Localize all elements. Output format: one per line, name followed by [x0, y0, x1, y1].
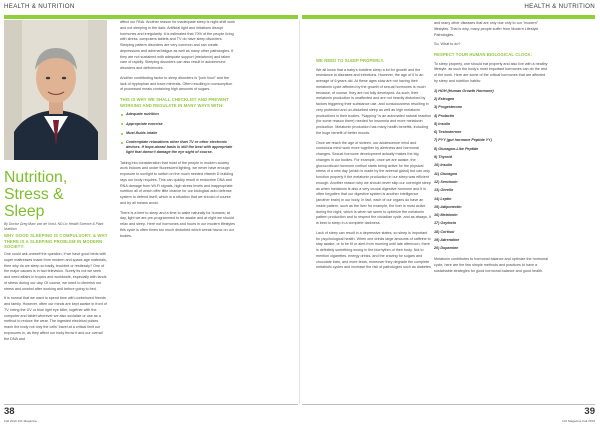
hormone-item: 8) Glucagon-Like Peptide — [434, 146, 479, 151]
portrait-illustration — [4, 20, 107, 160]
hormone-item: 11) Glucagon — [434, 171, 458, 176]
section-header-right: HEALTH & NUTRITION — [524, 3, 595, 10]
section-header-bar-right — [302, 15, 595, 19]
checklist-item: Must-fluids intake — [120, 131, 236, 136]
hormone-item: 14) Leptin — [434, 196, 452, 201]
checklist-item: Contemplate relaxations other than TV or other electronic devices. If hope-ahead basis is still the best with appropriate light that doesn't damage the eye sight of course. — [120, 140, 236, 156]
hormone-item: 3) Progesterone — [434, 105, 463, 110]
issue-label-right: 101 Magazine Fall 2019 — [561, 419, 595, 423]
article-title: Nutrition, Stress & Sleep — [4, 169, 68, 220]
body-paragraph: One could ask oneself the question, if we have good beds with super mattresses made from modern and space-age materials, then why do we sleep so badly, troubled or restlessly? One of the major causes is in fact television. Surely its not we seek and need affairs in tropics and worldwide, especially with lands of stress during our day. Of course, we need to diminish our stress and unwind after working and before going to bed. — [4, 252, 107, 291]
why-sleep-heading: WHY GOOD SLEEPING IS COMPULSORY, & WHY THERE IS A SLEEPING PROBLEM IN MODERN SOCIETY: — [4, 233, 108, 250]
body-paragraph: Another contributing factor to sleep disorders is "junk food" and the lack of tryptophan and trace minerals. Often resulting in consumption of processed meals containing high amounts of sugars. — [120, 75, 233, 92]
body-paragraph: Lack of sleep can result in a depressive states, so sleep is important for psychological health. When one drinks large amounts of caffeine to stay awake, or to be fit or alert from morning until late afternoon, there is definitely something wrong in the biorhythm of their body. Not to mention cigarettes, energy drinks, and the craving for sugars and chocolate bars, and more tears, moreover they degrade the complete metabolic cycles and increase the risk of pathologies such as diabetes — [316, 230, 431, 270]
article-column-3 — [316, 58, 432, 275]
section-header-bar-left — [4, 15, 298, 19]
checklist-item: Adequate nutrition — [120, 112, 236, 117]
hormone-item: 6) Testosterone — [434, 130, 462, 135]
body-paragraph: So, What to do? — [434, 42, 461, 47]
footer-rule-left — [4, 404, 298, 405]
hormone-item: 17) Oxytocin — [434, 221, 457, 226]
author-portrait — [4, 20, 107, 160]
body-paragraph: We all know that a baby's toddlers sleep a lot for growth and the resistance to diseases and infections. However, the age of 0 to an average of 6 years old. At these ages slow are not having their melatonin cycle affected by the growth of sexual hormones is much because, of course, they are not fully developed. As such, their melatonin production is unaffected and are not heavily disturbed by factors triggering their substance use, and consciousness resulting in very protected and un-disturbed sleep as well as high melatonin productions in their bodies. "Napping" is an automated natural reaction (for some reason there) needed for insomnia and more melatonin production. Melatonin production has many health benefits, including the huge benefit of better moods. — [316, 67, 432, 135]
article-column-4 — [434, 21, 550, 279]
page-number-left: 38 — [4, 406, 15, 417]
respect-clock-heading: RESPECT YOUR HUMAN BIOLOGICAL CLOCK: — [434, 52, 533, 57]
hormone-item: 13) Ghrelin — [434, 188, 454, 193]
body-paragraph: It is normal that we want to spend time with ourbeloved friends and family. However, often our minds are kept awake in front of TV, being the UV or blue light eye killer, together with the computer and tablet wherever we also socialize or use as a method to reduce the wear. The ingested electrical pulses reach the body not only the cells' travel at a critical limit our exposures in, as they affect our body throw it and our overall the DNA and — [4, 296, 107, 341]
article-column-1 — [4, 252, 108, 346]
hormone-item: 15) Adiponectin — [434, 204, 462, 209]
hormone-item: 12) Serotonin — [434, 179, 458, 184]
hormone-item: 16) Melatonin — [434, 213, 458, 218]
right-page — [300, 0, 600, 424]
page-number-right: 39 — [584, 406, 595, 417]
body-paragraph: Once we reach the age of sixteen, our adolescence mind and conscious mind work more together by alertness and hormonal changes. Sexual hormone development actually makes the big changes in our bodies. For example, once we are awake, the glucocorticoid hormone cortisol starts being active for the physical stress of a new day (which is made by the adrenal gland) but can only function properly if the melatonin production in our sleep was efficient enough. Another reason why we should never skip our overnight sleep as when melatonin is also a very crucial digestive hormone and it is often forgotten that our digestive system is another intelligence (another brain) in our body. In fact, each of our organs do have an inside pattern, such as the liver for example, the liver is most active during the night, which is when we seem to optimize the melatonin pattern production and to respect the circadian cycle, and as always, it is best to sleep in a complete darkness. — [316, 140, 431, 226]
body-paragraph: To sleep properly, one should eat properly and also live with a healthy lifestyle, as such the body's most important hormones can do the rest of the work. Here are some of the critical hormones that are affected by sleep and nutrition habits: — [434, 61, 548, 83]
need-sleep-heading: WE NEED TO SLEEP PROPERLY. — [316, 58, 385, 63]
body-paragraph: There is a time to sleep and a time to wake naturally for humans; at day, light we are pre-programmed to be awake and at night we should relax and sleep. Here not hormones and hours in our modern lifestyles this cycle is often times too much disturbed which wreak havoc on our bodies. — [120, 210, 235, 238]
body-paragraph: Melatonin contributes to hormonal balance and optimize the hormonal cycle, here are the few simple methods and practices to have a sustainable strategies for good hormonal balance and good health. — [434, 257, 548, 273]
hormone-item: 5) Insulin — [434, 121, 451, 126]
hormone-item: 4) Prolactin — [434, 113, 455, 118]
article-column-2 — [120, 20, 236, 243]
article-byline: By Doctor Greg Marc van de Vorst, ND Lic Health Science & Plant Nutrition — [4, 222, 104, 231]
hormone-item: 19) Adrenaline — [434, 238, 460, 243]
hormone-item: 10) Insulin — [434, 163, 453, 168]
footer-rule-right — [302, 404, 595, 405]
hormone-list — [434, 89, 550, 253]
hormone-item: 2) Estrogen — [434, 97, 455, 101]
hormone-item: 20) Dopamine — [434, 246, 459, 251]
checklist-item: Appropriate exercise — [120, 122, 236, 127]
hormone-item: 18) Cortisol — [434, 229, 455, 234]
section-header-left: HEALTH & NUTRITION — [4, 3, 75, 10]
issue-label-left: Fall 2019 101 Magazine — [4, 419, 38, 423]
checklist — [120, 112, 236, 155]
hormone-item: 9) Thyroid — [434, 155, 452, 160]
body-paragraph: Taking into consideration that most of the people in modern society work indoors and under fluorescent lighting, we never have enough exposure to sunlight to switch on the much needed vitamin D building rays our body requires. This can quickly result in endocrine DNA and RNA damage from Wi-Fi signals, high stress levels and inappropriate nutrition all of which offer little chance for our biological auto defense system to defend itself, which is a situation that we should of course and by all means avoid. — [120, 160, 234, 205]
hormone-item: 1) HGH (Human Growth Hormone) — [434, 88, 494, 93]
body-paragraph: and many other diseases that are only due only to our "modern" lifestyles. That is why, many people suffer from Modern Lifestyle Pathologies. — [434, 21, 539, 37]
hormone-item: 7) PYY (gut hormone Peptide YY) — [434, 138, 492, 143]
checklist-heading: THIS IS WHY WE SHALL CHECKLIST AND PREVENT WORKING AND REGULATE IN MANY WAYS WITH: — [120, 97, 229, 108]
body-paragraph: affect our RNA. Another reason for inadequate sleep is night-shift work and not sleeping in the dark. Artificial light and irritations disrupt hormones and irregularity. It is estimated that 70% of the people living with stress, computers tablets and TV do have sleep disorders. Sleeping pattern disorders are very common and can create depressions and adrenal fatigue as well as many other pathologies. If they are not sustained with adequate support (melatonin) and taken care of rapidly. Sleeping disorders can also result in autoimmune disorders and deficiencies. — [120, 20, 236, 70]
